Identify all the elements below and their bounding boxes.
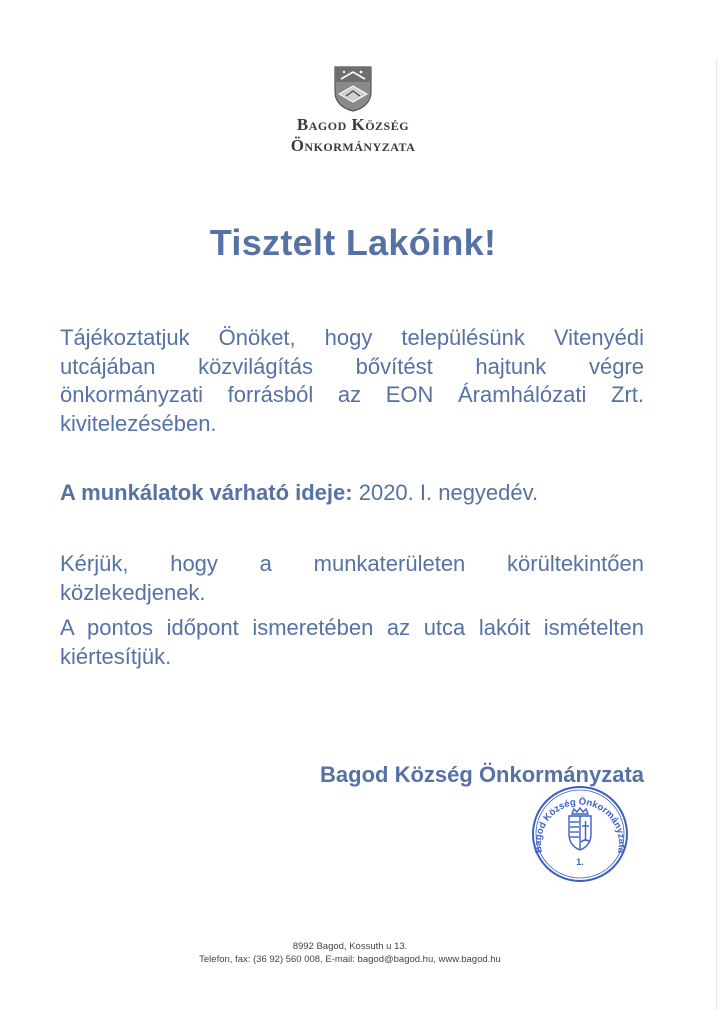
organization-name-line1: Bagod Község [296,115,410,134]
notice-paragraph-3: Kérjük, hogy a munkaterületen körültekintően közlekedjenek. [60,551,644,605]
notice-paragraph-1: Tájékoztatjuk Önöket, hogy településünk Vitenyédi utcájában közvilágítás bővítést hajtunk végre önkormányzati forrásból az EON Áramhálózati Zrt. kivitelezésében. [60,325,644,436]
schedule-line [60,479,644,508]
signature-line: Bagod Község Önkormányzata [320,762,644,787]
schedule-label: A munkálatok várható ideje: [60,480,353,505]
organization-name-line2: Önkormányzata [290,136,416,155]
stamp-legend: Bagod Község Önkormányzata [532,796,628,854]
footer-contact: Telefon, fax: (36 92) 560 008, E-mail: bagod@bagod.hu, www.bagod.hu [199,954,501,965]
schedule-value: 2020. I. negyedév. [352,480,539,505]
stamp-number: 1. [576,857,584,867]
scan-edge-line [716,60,717,1010]
notice-title: Tisztelt Lakóink! [209,222,497,263]
coat-of-arms-icon [334,66,372,112]
stamp-crest-icon [569,808,591,850]
footer-address: 8992 Bagod, Kossuth u 13. [292,941,408,952]
notice-paragraph-4: A pontos időpont ismeretében az utca lakóit ismételten kiértesítjük. [60,615,644,669]
official-stamp [530,784,630,884]
